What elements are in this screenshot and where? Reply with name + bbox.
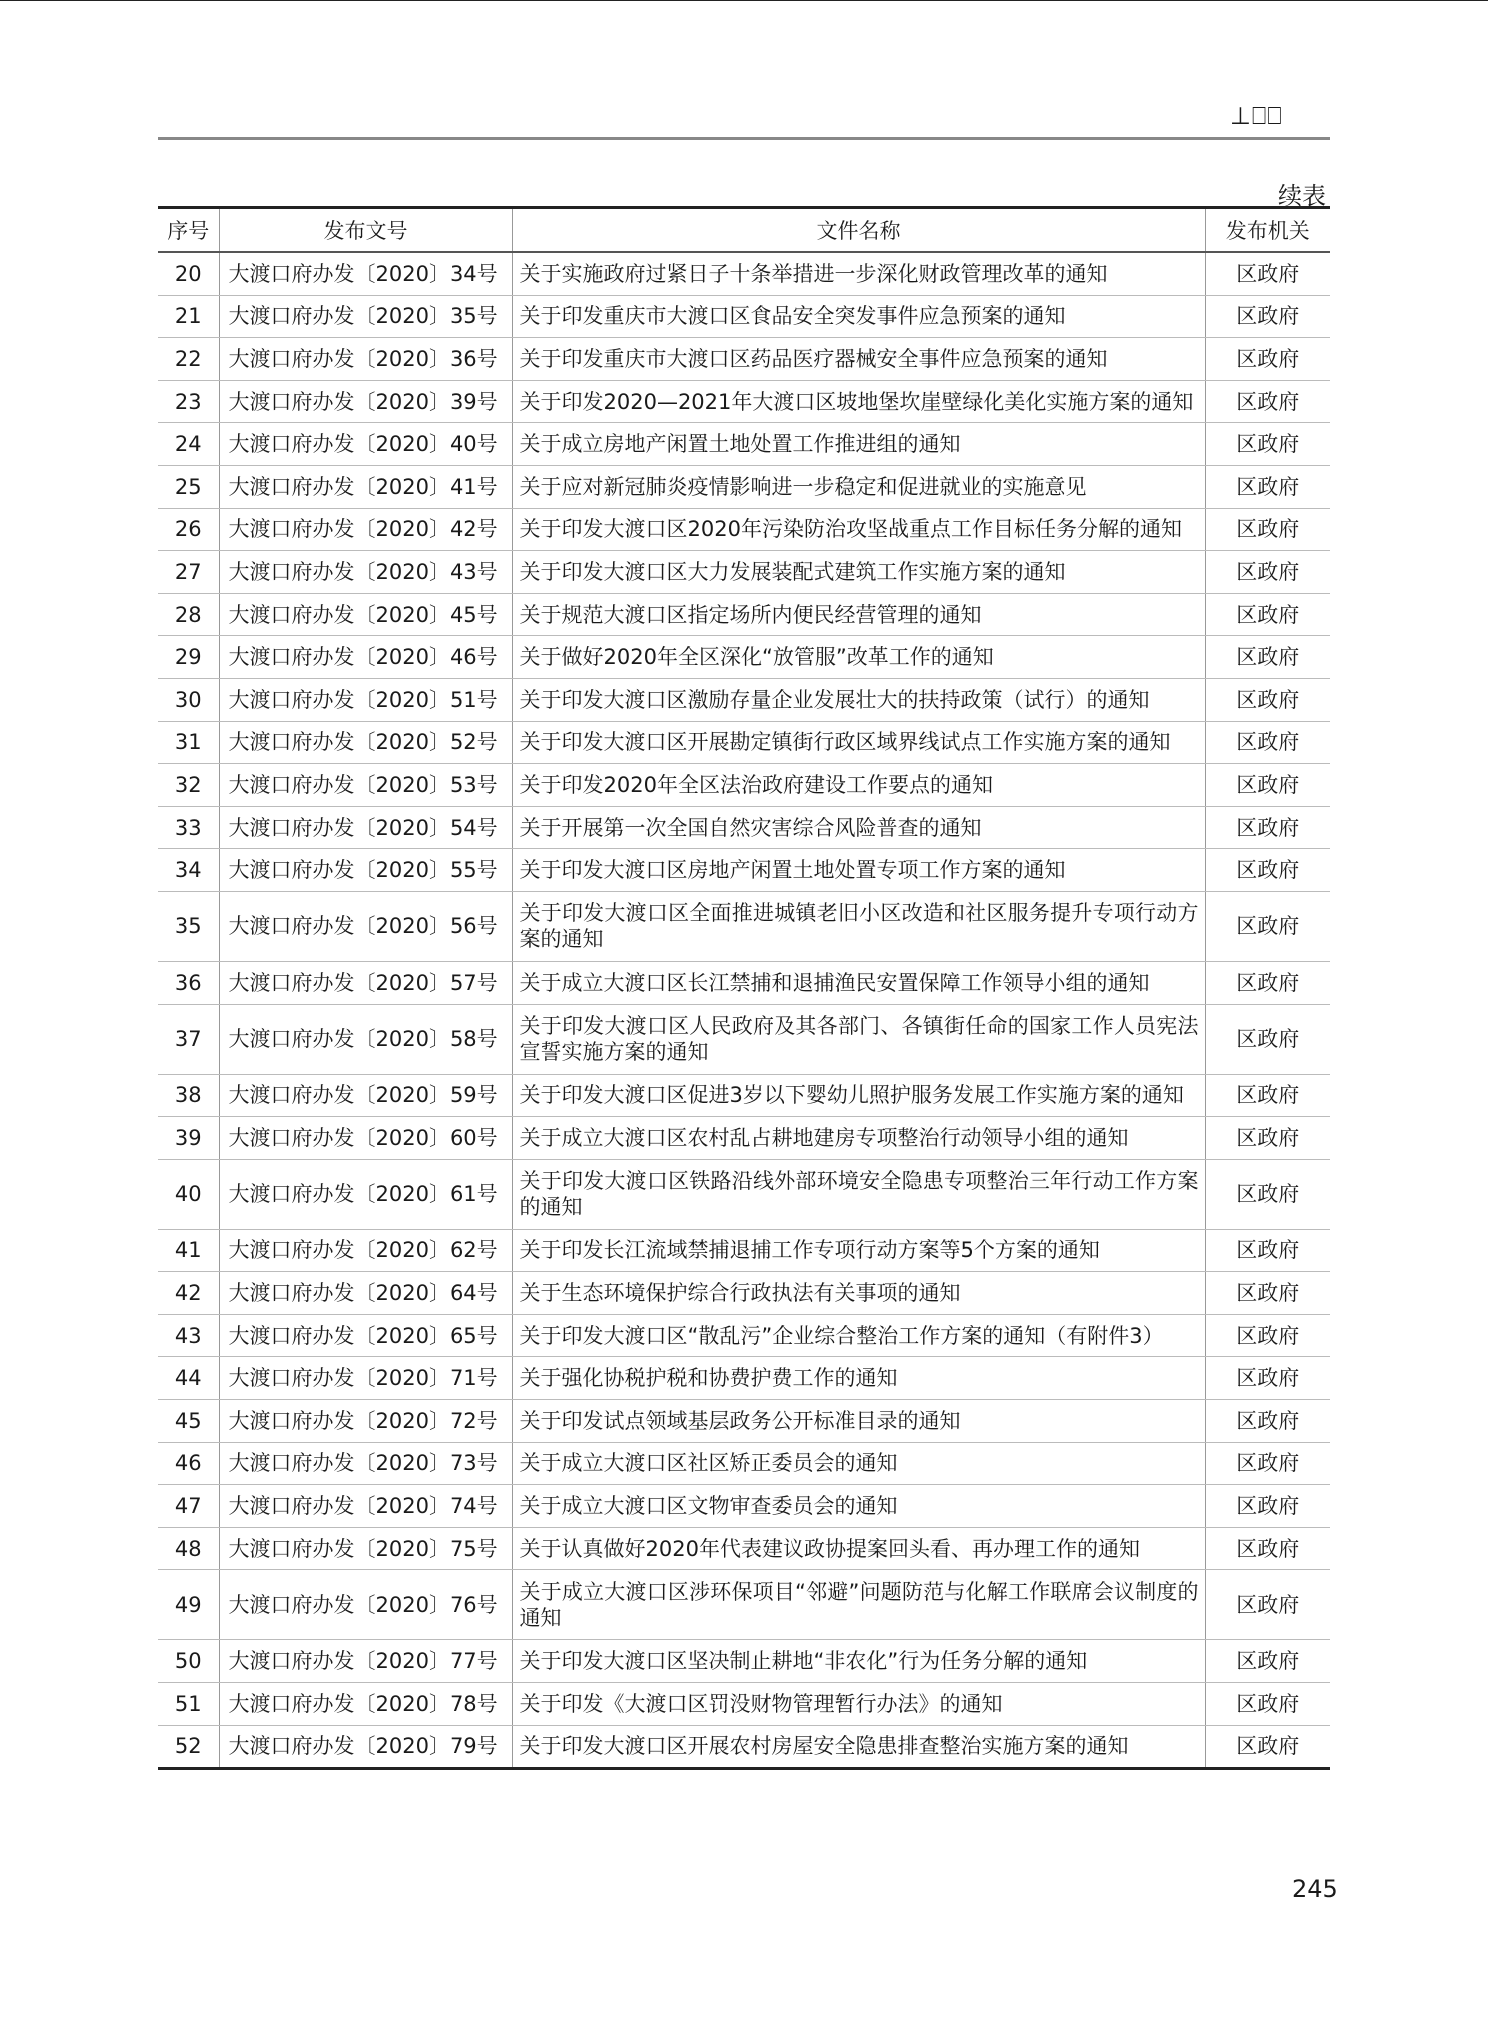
table-row — [158, 1272, 1330, 1315]
table-row — [158, 252, 1330, 295]
document-number: 大渡口府办发〔2020〕65号 — [219, 1314, 512, 1357]
document-number: 大渡口府办发〔2020〕64号 — [219, 1272, 512, 1315]
document-title: 关于开展第一次全国自然灾害综合风险普查的通知 — [512, 806, 1205, 849]
document-number: 大渡口府办发〔2020〕77号 — [219, 1640, 512, 1683]
row-number: 42 — [158, 1272, 219, 1315]
issuing-authority: 区政府 — [1205, 1570, 1330, 1640]
document-title: 关于印发大渡口区坚决制止耕地“非农化”行为任务分解的通知 — [512, 1640, 1205, 1683]
issuing-authority: 区政府 — [1205, 678, 1330, 721]
document-number: 大渡口府办发〔2020〕35号 — [219, 295, 512, 338]
row-number: 41 — [158, 1229, 219, 1272]
issuing-authority: 区政府 — [1205, 806, 1330, 849]
issuing-authority: 区政府 — [1205, 764, 1330, 807]
column-header-number: 序号 — [158, 208, 219, 253]
table-row — [158, 1314, 1330, 1357]
row-number: 27 — [158, 551, 219, 594]
issuing-authority: 区政府 — [1205, 465, 1330, 508]
document-number: 大渡口府办发〔2020〕43号 — [219, 551, 512, 594]
row-number: 21 — [158, 295, 219, 338]
document-title: 关于成立大渡口区长江禁捕和退捕渔民安置保障工作领导小组的通知 — [512, 961, 1205, 1004]
document-number: 大渡口府办发〔2020〕41号 — [219, 465, 512, 508]
row-number: 34 — [158, 849, 219, 892]
table-row — [158, 1159, 1330, 1229]
document-number: 大渡口府办发〔2020〕60号 — [219, 1117, 512, 1160]
issuing-authority: 区政府 — [1205, 849, 1330, 892]
document-title: 关于规范大渡口区指定场所内便民经营管理的通知 — [512, 593, 1205, 636]
document-number: 大渡口府办发〔2020〕39号 — [219, 380, 512, 423]
column-header-doc-no: 发布文号 — [219, 208, 512, 253]
issuing-authority: 区政府 — [1205, 1683, 1330, 1726]
document-number: 大渡口府办发〔2020〕76号 — [219, 1570, 512, 1640]
document-number: 大渡口府办发〔2020〕34号 — [219, 252, 512, 295]
row-number: 39 — [158, 1117, 219, 1160]
issuing-authority: 区政府 — [1205, 1272, 1330, 1315]
document-number: 大渡口府办发〔2020〕46号 — [219, 636, 512, 679]
issuing-authority: 区政府 — [1205, 1725, 1330, 1769]
row-number: 23 — [158, 380, 219, 423]
row-number: 25 — [158, 465, 219, 508]
issuing-authority: 区政府 — [1205, 1442, 1330, 1485]
table-row — [158, 678, 1330, 721]
table-row — [158, 1400, 1330, 1443]
row-number: 51 — [158, 1683, 219, 1726]
row-number: 28 — [158, 593, 219, 636]
document-number: 大渡口府办发〔2020〕53号 — [219, 764, 512, 807]
document-title: 关于实施政府过紧日子十条举措进一步深化财政管理改革的通知 — [512, 252, 1205, 295]
document-title: 关于印发大渡口区大力发展装配式建筑工作实施方案的通知 — [512, 551, 1205, 594]
table-row — [158, 1074, 1330, 1117]
row-number: 33 — [158, 806, 219, 849]
page-number: 245 — [1292, 1875, 1338, 1903]
document-number: 大渡口府办发〔2020〕42号 — [219, 508, 512, 551]
document-title: 关于印发大渡口区开展农村房屋安全隐患排查整治实施方案的通知 — [512, 1725, 1205, 1769]
row-number: 37 — [158, 1004, 219, 1074]
document-number: 大渡口府办发〔2020〕73号 — [219, 1442, 512, 1485]
document-title: 关于印发大渡口区促进3岁以下婴幼儿照护服务发展工作实施方案的通知 — [512, 1074, 1205, 1117]
document-title: 关于印发大渡口区人民政府及其各部门、各镇街任命的国家工作人员宪法宣誓实施方案的通知 — [512, 1004, 1205, 1074]
table-row — [158, 423, 1330, 466]
document-title: 关于成立大渡口区社区矫正委员会的通知 — [512, 1442, 1205, 1485]
table-row — [158, 1725, 1330, 1769]
table-row — [158, 1004, 1330, 1074]
row-number: 30 — [158, 678, 219, 721]
row-number: 29 — [158, 636, 219, 679]
issuing-authority: 区政府 — [1205, 1117, 1330, 1160]
document-title: 关于印发2020—2021年大渡口区坡地堡坎崖壁绿化美化实施方案的通知 — [512, 380, 1205, 423]
table-row — [158, 1527, 1330, 1570]
issuing-authority: 区政府 — [1205, 1074, 1330, 1117]
document-number: 大渡口府办发〔2020〕54号 — [219, 806, 512, 849]
table-row — [158, 338, 1330, 381]
document-title: 关于印发重庆市大渡口区食品安全突发事件应急预案的通知 — [512, 295, 1205, 338]
document-title: 关于应对新冠肺炎疫情影响进一步稳定和促进就业的实施意见 — [512, 465, 1205, 508]
document-title: 关于强化协税护税和协费护费工作的通知 — [512, 1357, 1205, 1400]
row-number: 31 — [158, 721, 219, 764]
document-title: 关于成立大渡口区涉环保项目“邻避”问题防范与化解工作联席会议制度的通知 — [512, 1570, 1205, 1640]
table-row — [158, 849, 1330, 892]
running-header: ⊥⎕⎕ — [1230, 102, 1283, 130]
row-number: 24 — [158, 423, 219, 466]
document-number: 大渡口府办发〔2020〕58号 — [219, 1004, 512, 1074]
document-title: 关于认真做好2020年代表建议政协提案回头看、再办理工作的通知 — [512, 1527, 1205, 1570]
table-row — [158, 891, 1330, 961]
table-row — [158, 295, 1330, 338]
document-number: 大渡口府办发〔2020〕78号 — [219, 1683, 512, 1726]
document-number: 大渡口府办发〔2020〕62号 — [219, 1229, 512, 1272]
document-number: 大渡口府办发〔2020〕36号 — [219, 338, 512, 381]
row-number: 45 — [158, 1400, 219, 1443]
issuing-authority: 区政府 — [1205, 891, 1330, 961]
document-title: 关于印发大渡口区全面推进城镇老旧小区改造和社区服务提升专项行动方案的通知 — [512, 891, 1205, 961]
row-number: 38 — [158, 1074, 219, 1117]
row-number: 46 — [158, 1442, 219, 1485]
table-row — [158, 465, 1330, 508]
document-number: 大渡口府办发〔2020〕59号 — [219, 1074, 512, 1117]
document-title: 关于印发《大渡口区罚没财物管理暂行办法》的通知 — [512, 1683, 1205, 1726]
issuing-authority: 区政府 — [1205, 380, 1330, 423]
document-title: 关于成立房地产闲置土地处置工作推进组的通知 — [512, 423, 1205, 466]
issuing-authority: 区政府 — [1205, 1357, 1330, 1400]
row-number: 35 — [158, 891, 219, 961]
document-title: 关于生态环境保护综合行政执法有关事项的通知 — [512, 1272, 1205, 1315]
issuing-authority: 区政府 — [1205, 1159, 1330, 1229]
column-header-issuer: 发布机关 — [1205, 208, 1330, 253]
row-number: 52 — [158, 1725, 219, 1769]
document-title: 关于印发大渡口区“散乱污”企业综合整治工作方案的通知（有附件3） — [512, 1314, 1205, 1357]
document-number: 大渡口府办发〔2020〕57号 — [219, 961, 512, 1004]
row-number: 20 — [158, 252, 219, 295]
row-number: 43 — [158, 1314, 219, 1357]
table-row — [158, 1442, 1330, 1485]
row-number: 36 — [158, 961, 219, 1004]
document-title: 关于印发重庆市大渡口区药品医疗器械安全事件应急预案的通知 — [512, 338, 1205, 381]
document-title: 关于成立大渡口区文物审查委员会的通知 — [512, 1485, 1205, 1528]
table-row — [158, 1485, 1330, 1528]
table-row — [158, 1570, 1330, 1640]
issuing-authority: 区政府 — [1205, 1485, 1330, 1528]
document-title: 关于印发大渡口区铁路沿线外部环境安全隐患专项整治三年行动工作方案的通知 — [512, 1159, 1205, 1229]
document-number: 大渡口府办发〔2020〕55号 — [219, 849, 512, 892]
top-border-line — [0, 0, 1488, 1]
document-number: 大渡口府办发〔2020〕71号 — [219, 1357, 512, 1400]
table-row — [158, 551, 1330, 594]
issuing-authority: 区政府 — [1205, 721, 1330, 764]
table-row — [158, 1357, 1330, 1400]
document-number: 大渡口府办发〔2020〕75号 — [219, 1527, 512, 1570]
document-number: 大渡口府办发〔2020〕79号 — [219, 1725, 512, 1769]
document-number: 大渡口府办发〔2020〕56号 — [219, 891, 512, 961]
row-number: 50 — [158, 1640, 219, 1683]
document-title: 关于印发大渡口区激励存量企业发展壮大的扶持政策（试行）的通知 — [512, 678, 1205, 721]
document-title: 关于印发大渡口区2020年污染防治攻坚战重点工作目标任务分解的通知 — [512, 508, 1205, 551]
row-number: 47 — [158, 1485, 219, 1528]
table-row — [158, 721, 1330, 764]
table-row — [158, 1117, 1330, 1160]
table-header-row — [158, 208, 1330, 253]
document-title: 关于印发试点领域基层政务公开标准目录的通知 — [512, 1400, 1205, 1443]
document-title: 关于印发大渡口区开展勘定镇街行政区域界线试点工作实施方案的通知 — [512, 721, 1205, 764]
row-number: 44 — [158, 1357, 219, 1400]
row-number: 26 — [158, 508, 219, 551]
document-title: 关于印发大渡口区房地产闲置土地处置专项工作方案的通知 — [512, 849, 1205, 892]
issuing-authority: 区政府 — [1205, 338, 1330, 381]
row-number: 22 — [158, 338, 219, 381]
issuing-authority: 区政府 — [1205, 1229, 1330, 1272]
issuing-authority: 区政府 — [1205, 1400, 1330, 1443]
header-rule — [158, 137, 1330, 140]
table-row — [158, 1640, 1330, 1683]
issuing-authority: 区政府 — [1205, 1640, 1330, 1683]
document-title: 关于做好2020年全区深化“放管服”改革工作的通知 — [512, 636, 1205, 679]
table-row — [158, 636, 1330, 679]
table-row — [158, 508, 1330, 551]
document-number: 大渡口府办发〔2020〕74号 — [219, 1485, 512, 1528]
row-number: 48 — [158, 1527, 219, 1570]
table-row — [158, 806, 1330, 849]
table-row — [158, 380, 1330, 423]
document-number: 大渡口府办发〔2020〕52号 — [219, 721, 512, 764]
issuing-authority: 区政府 — [1205, 1527, 1330, 1570]
issuing-authority: 区政府 — [1205, 961, 1330, 1004]
documents-table — [158, 206, 1330, 1770]
issuing-authority: 区政府 — [1205, 1314, 1330, 1357]
table-row — [158, 961, 1330, 1004]
table-row — [158, 1229, 1330, 1272]
document-title: 关于印发2020年全区法治政府建设工作要点的通知 — [512, 764, 1205, 807]
row-number: 32 — [158, 764, 219, 807]
issuing-authority: 区政府 — [1205, 295, 1330, 338]
issuing-authority: 区政府 — [1205, 252, 1330, 295]
row-number: 49 — [158, 1570, 219, 1640]
issuing-authority: 区政府 — [1205, 508, 1330, 551]
document-number: 大渡口府办发〔2020〕45号 — [219, 593, 512, 636]
document-number: 大渡口府办发〔2020〕40号 — [219, 423, 512, 466]
document-title: 关于印发长江流域禁捕退捕工作专项行动方案等5个方案的通知 — [512, 1229, 1205, 1272]
issuing-authority: 区政府 — [1205, 1004, 1330, 1074]
issuing-authority: 区政府 — [1205, 636, 1330, 679]
row-number: 40 — [158, 1159, 219, 1229]
issuing-authority: 区政府 — [1205, 551, 1330, 594]
document-number: 大渡口府办发〔2020〕61号 — [219, 1159, 512, 1229]
issuing-authority: 区政府 — [1205, 593, 1330, 636]
document-number: 大渡口府办发〔2020〕72号 — [219, 1400, 512, 1443]
table-row — [158, 593, 1330, 636]
table-row — [158, 764, 1330, 807]
table-row — [158, 1683, 1330, 1726]
issuing-authority: 区政府 — [1205, 423, 1330, 466]
column-header-title: 文件名称 — [512, 208, 1205, 253]
continued-label: 续表 — [1278, 182, 1326, 210]
document-title: 关于成立大渡口区农村乱占耕地建房专项整治行动领导小组的通知 — [512, 1117, 1205, 1160]
document-number: 大渡口府办发〔2020〕51号 — [219, 678, 512, 721]
